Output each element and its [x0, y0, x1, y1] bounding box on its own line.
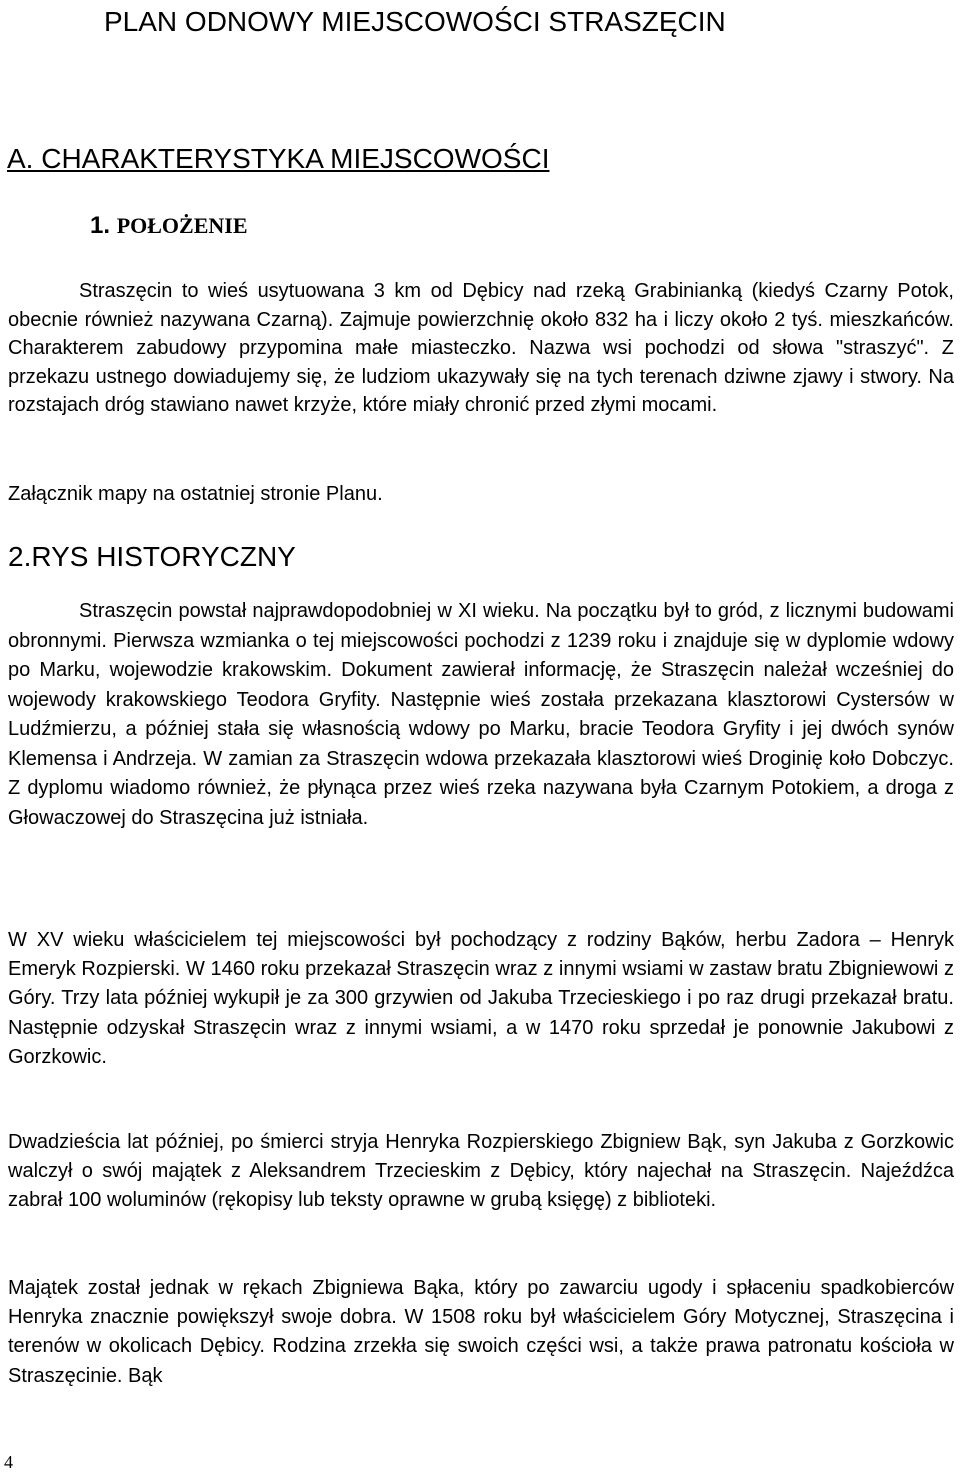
subsection-number: 1. [90, 212, 111, 239]
subsection-heading-location [90, 210, 248, 242]
paragraph-twenty-years-later: Dwadzieścia lat później, po śmierci stryja Henryka Rozpierskiego Zbigniew Bąk, syn Jakuba z Gorzkowic walczył o swój majątek z Aleksandrem Trzecieskim z Dębicy, który najechał na Straszęcin. Najeźdźca zabrał 100 woluminów (rękopisy lub teksty oprawne w grubą księgę) z biblioteki. [8, 1131, 954, 1212]
paragraph-estate: Majątek został jednak w rękach Zbigniewa Bąka, który po zawarciu ugody i spłaceniu spadkobierców Henryka znacznie powiększył swoje dobra. W 1508 roku był właścicielem Góry Motycznej, Straszęcina i terenów w okolicach Dębicy. Rodzina zrzekła się swoich części wsi, a także prawa patronatu kościoła w Straszęcinie. Bąk [8, 1277, 954, 1387]
subsection-heading-history: 2.RYS HISTORYCZNY [8, 541, 296, 572]
subsection-title: POŁOŻENIE [116, 213, 248, 238]
section-heading: A. CHARAKTERYSTYKA MIEJSCOWOŚCI [7, 143, 550, 174]
page-number: 4 [4, 1452, 13, 1472]
paragraph-map-attachment: Załącznik mapy na ostatniej stronie Planu. [8, 483, 383, 505]
paragraph-history-origin: Straszęcin powstał najprawdopodobniej w XI wieku. Na początku był to gród, z licznymi budowami obronnymi. Pierwsza wzmianka o tej miejscowości pochodzi z 1239 roku i znajduje się w dyplomie wdowy po Marku, wojewodzie krakowskim. Dokument zawierał informację, że Straszęcin należał wcześniej do wojewody krakowskiego Teodora Gryfity. Następnie wieś została przekazana klasztorowi Cystersów w Ludźmierzu, a później stała się własnością wdowy po Marku, bracie Teodora Gryfity i jej dwóch synów Klemensa i Andrzeja. W zamian za Straszęcin wdowa przekazała klasztorowi wieś Droginię koło Dobczyc. Z dyplomu wiadomo również, że płynąca przez wieś rzeka nazywana była Czarnym Potokiem, a droga z Głowaczowej do Straszęcina już istniała. [8, 600, 954, 829]
paragraph-location: Straszęcin to wieś usytuowana 3 km od Dębicy nad rzeką Grabinianką (kiedyś Czarny Potok, obecnie również nazywana Czarną). Zajmuje powierzchnię około 832 ha i liczy około 2 tyś. mieszkańców. Charakterem zabudowy przypomina małe miasteczko. Nazwa wsi pochodzi od słowa "straszyć". Z przekazu ustnego dowiadujemy się, że ludziom ukazywały się na tych terenach dziwne zjawy i stwory. Na rozstajach dróg stawiano nawet krzyże, które miały chronić przed złymi mocami. [8, 280, 954, 417]
document-title: PLAN ODNOWY MIEJSCOWOŚCI STRASZĘCIN [104, 6, 726, 37]
paragraph-15th-century: W XV wieku właścicielem tej miejscowości był pochodzący z rodziny Bąków, herbu Zadora – Henryk Emeryk Rozpierski. W 1460 roku przekazał Straszęcin wraz z innymi wsiami w zastaw bratu Zbigniewowi z Góry. Trzy lata później wykupił je za 300 grzywien od Jakuba Trzecieskiego i po raz drugi przekazał bratu. Następnie odzyskał Straszęcin wraz z innymi wsiami, a w 1470 roku sprzedał je ponownie Jakubowi z Gorzkowic. [8, 929, 954, 1068]
